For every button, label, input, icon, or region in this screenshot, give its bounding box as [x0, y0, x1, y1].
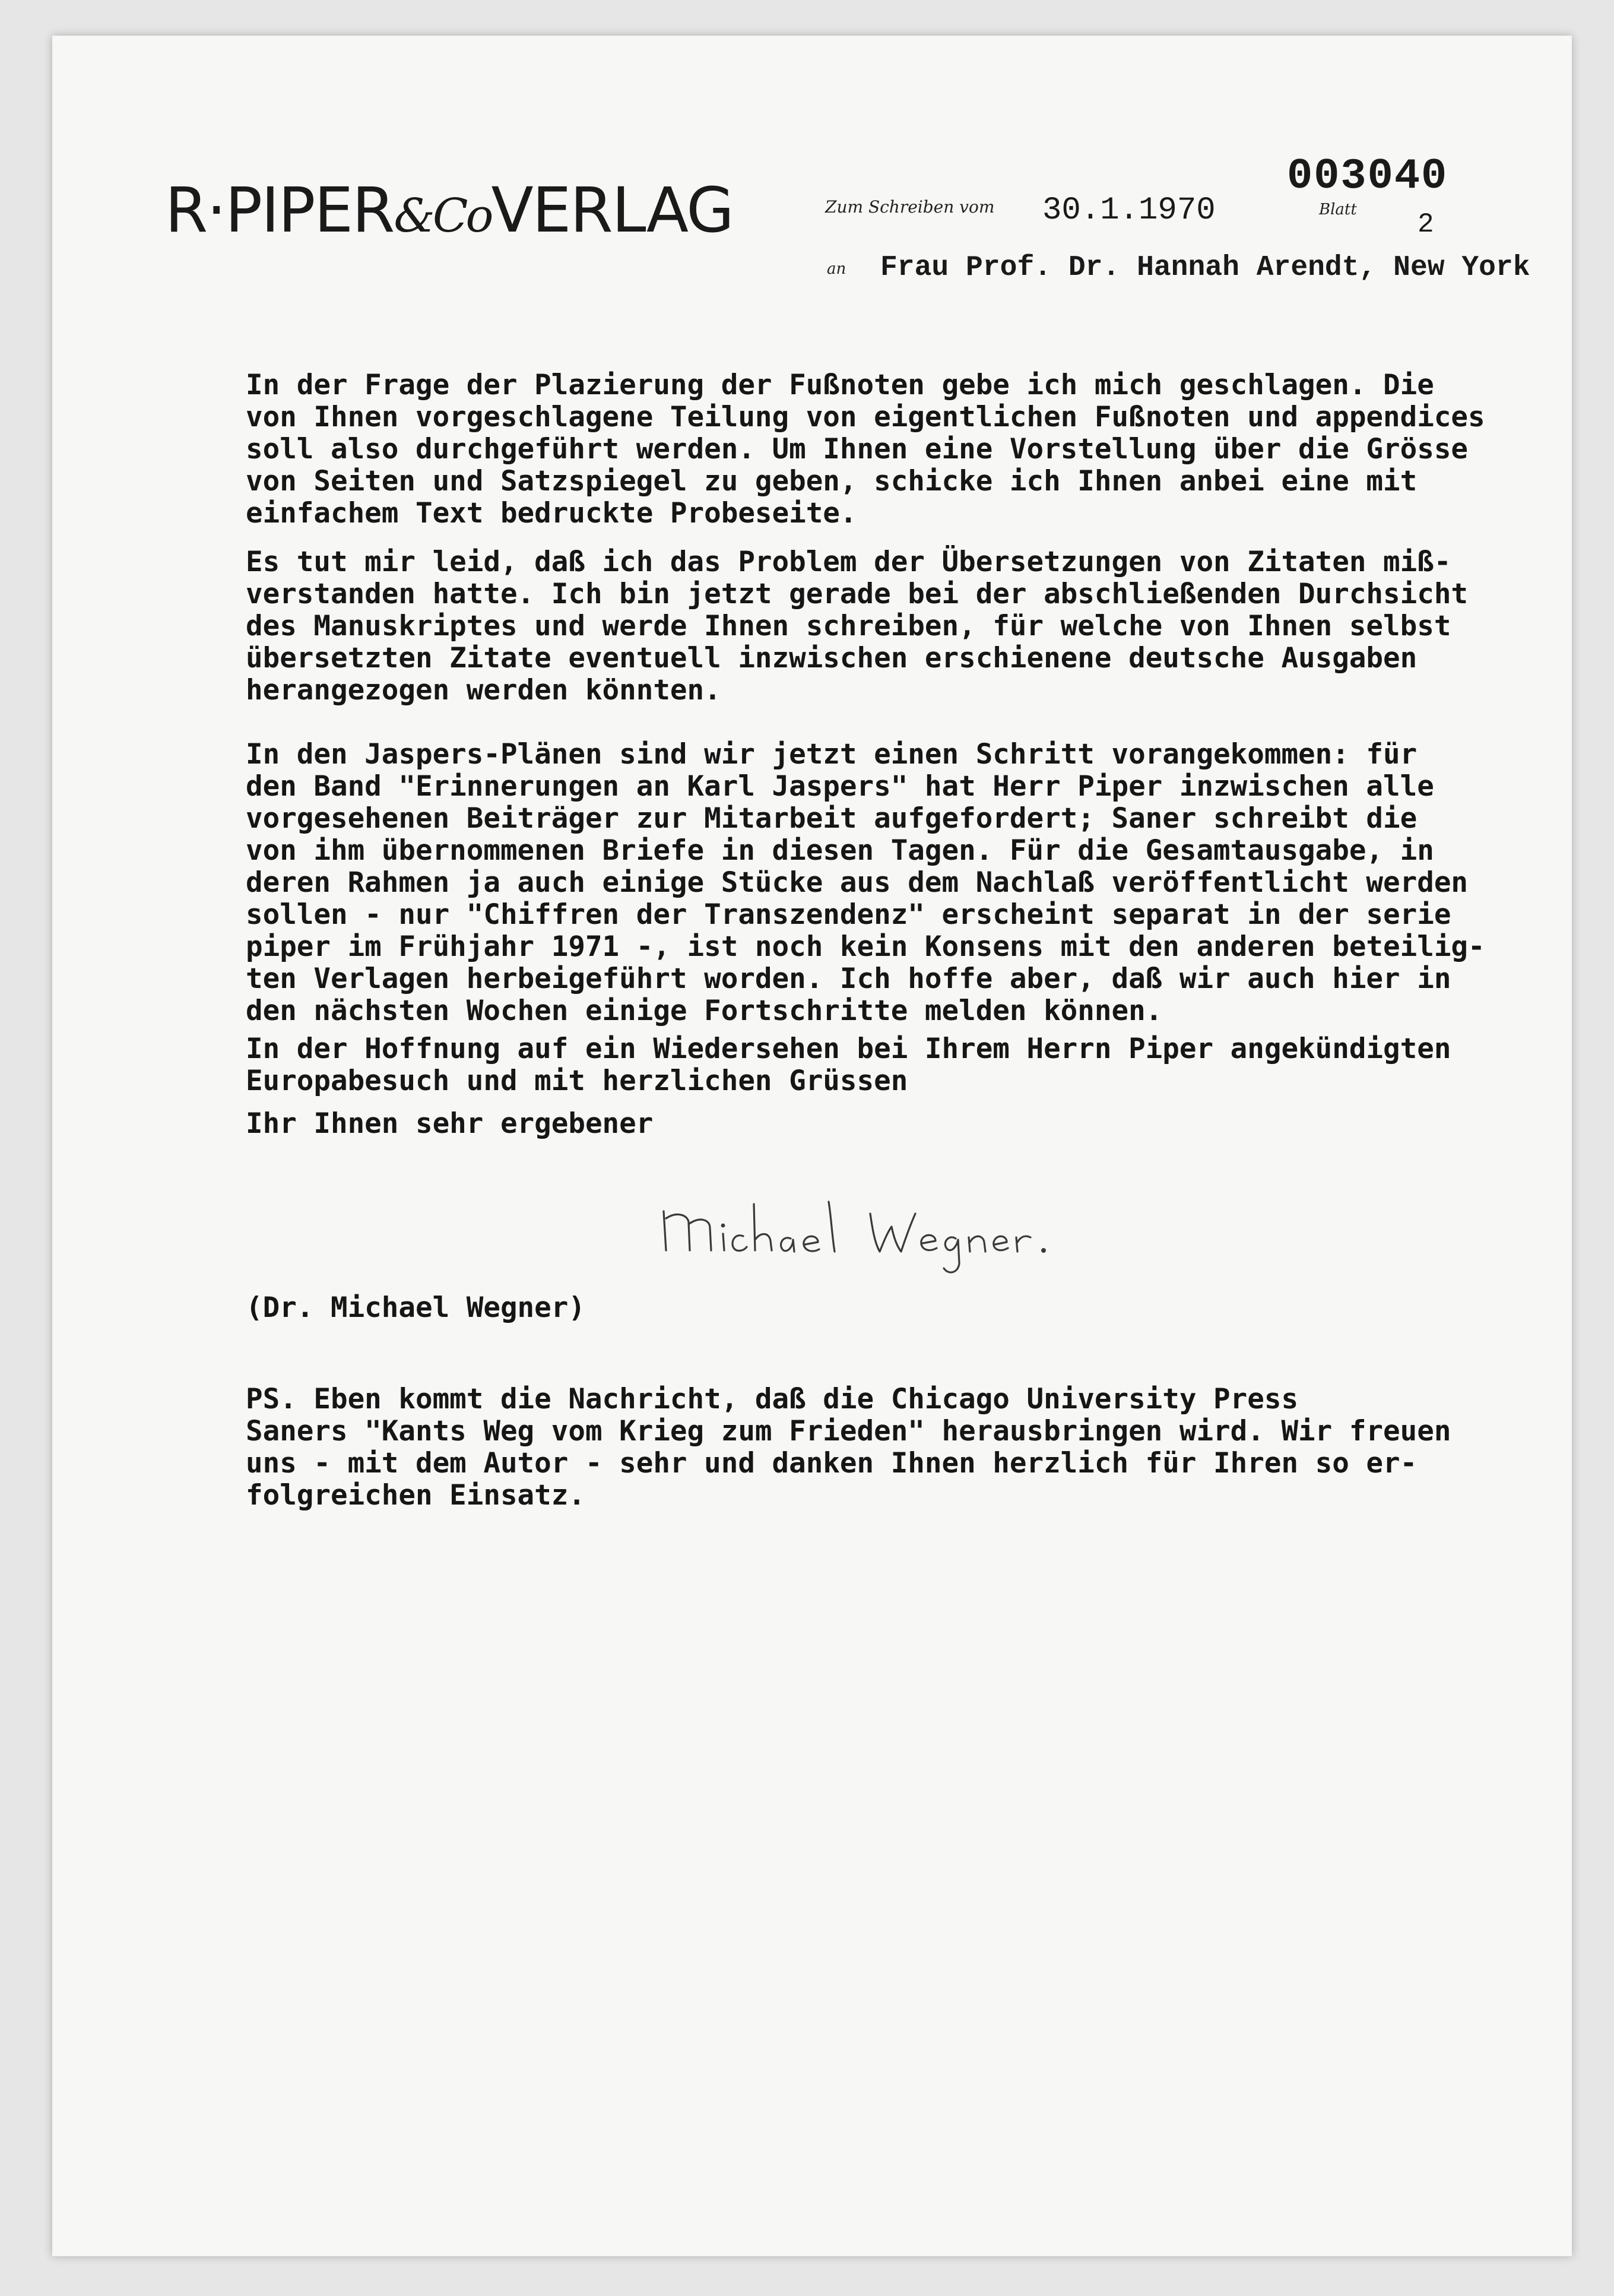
blatt-label: Blatt: [1319, 201, 1357, 218]
letter-date: 30.1.1970: [1042, 192, 1216, 229]
paragraph-jaspers-plans: In den Jaspers-Plänen sind wir jetzt einen Schritt vorangekommen: für den Band "Erinnerungen an Karl Jaspers" hat Herr Piper inzwischen alle vorgesehenen Beiträger zur Mitarbeit aufgefordert; Saner schreibt die von ihm übernommenen Briefe in diesen Tagen. Für die Gesamtausgabe, in deren Rahmen ja auch einige Stücke aus dem Nachlaß veröffentlicht werden sollen - nur "Chiffren der Transzendenz" erscheint separat in der serie piper im Frühjahr 1971 -, ist noch kein Konsens mit den anderen beteilig- ten Verlagen herbeigeführt worden. Ich hoffe aber, daß wir auch hier in den nächsten Wochen einige Fortschritte melden können.: [246, 738, 1485, 1027]
an-label: an: [827, 260, 846, 278]
closing-line: Ihr Ihnen sehr ergebener: [246, 1107, 654, 1140]
logo-part-co: &Co: [394, 189, 492, 243]
paragraph-translations: Es tut mir leid, daß ich das Problem der Übersetzungen von Zitaten miß- verstanden hatte. Ich bin jetzt gerade bei der abschließenden Durchsicht des Manuskriptes und werde Ihnen schreiben, für welche von Ihnen selbst übersetzten Zitate eventuell inzwischen erschienene deutsche Ausgaben herangezogen werden könnten.: [246, 546, 1469, 707]
postscript: PS. Eben kommt die Nachricht, daß die Chicago University Press Saners "Kants Weg vom Krieg zum Frieden" herausbringen wird. Wir freuen uns - mit dem Autor - sehr und danken Ihnen herzlich für Ihren so er- folgreichen Einsatz.: [246, 1383, 1451, 1512]
logo-part-piper: R·PIPER: [165, 174, 394, 246]
blatt-number: 2: [1418, 209, 1434, 240]
handwritten-signature: [659, 1180, 1063, 1281]
logo-part-verlag: VERLAG: [491, 174, 733, 246]
zum-schreiben-label: Zum Schreiben vom: [825, 197, 995, 217]
paragraph-footnotes: In der Frage der Plazierung der Fußnoten gebe ich mich geschlagen. Die von Ihnen vorgeschlagene Teilung von eigentlichen Fußnoten und appendices soll also durchgeführt werden. Um Ihnen eine Vorstellung über die Grösse von Seiten und Satzspiegel zu geben, schicke ich Ihnen anbei eine mit einfachem Text bedruckte Probeseite.: [246, 369, 1485, 530]
recipient: Frau Prof. Dr. Hannah Arendt, New York: [880, 252, 1530, 284]
letter-page: [52, 36, 1572, 2256]
publisher-logo: [165, 174, 733, 246]
signer-name: (Dr. Michael Wegner): [246, 1291, 585, 1324]
paragraph-farewell: In der Hoffnung auf ein Wiedersehen bei Ihrem Herrn Piper angekündigten Europabesuch und mit herzlichen Grüssen: [246, 1033, 1451, 1097]
document-number: 003040: [1287, 152, 1448, 201]
